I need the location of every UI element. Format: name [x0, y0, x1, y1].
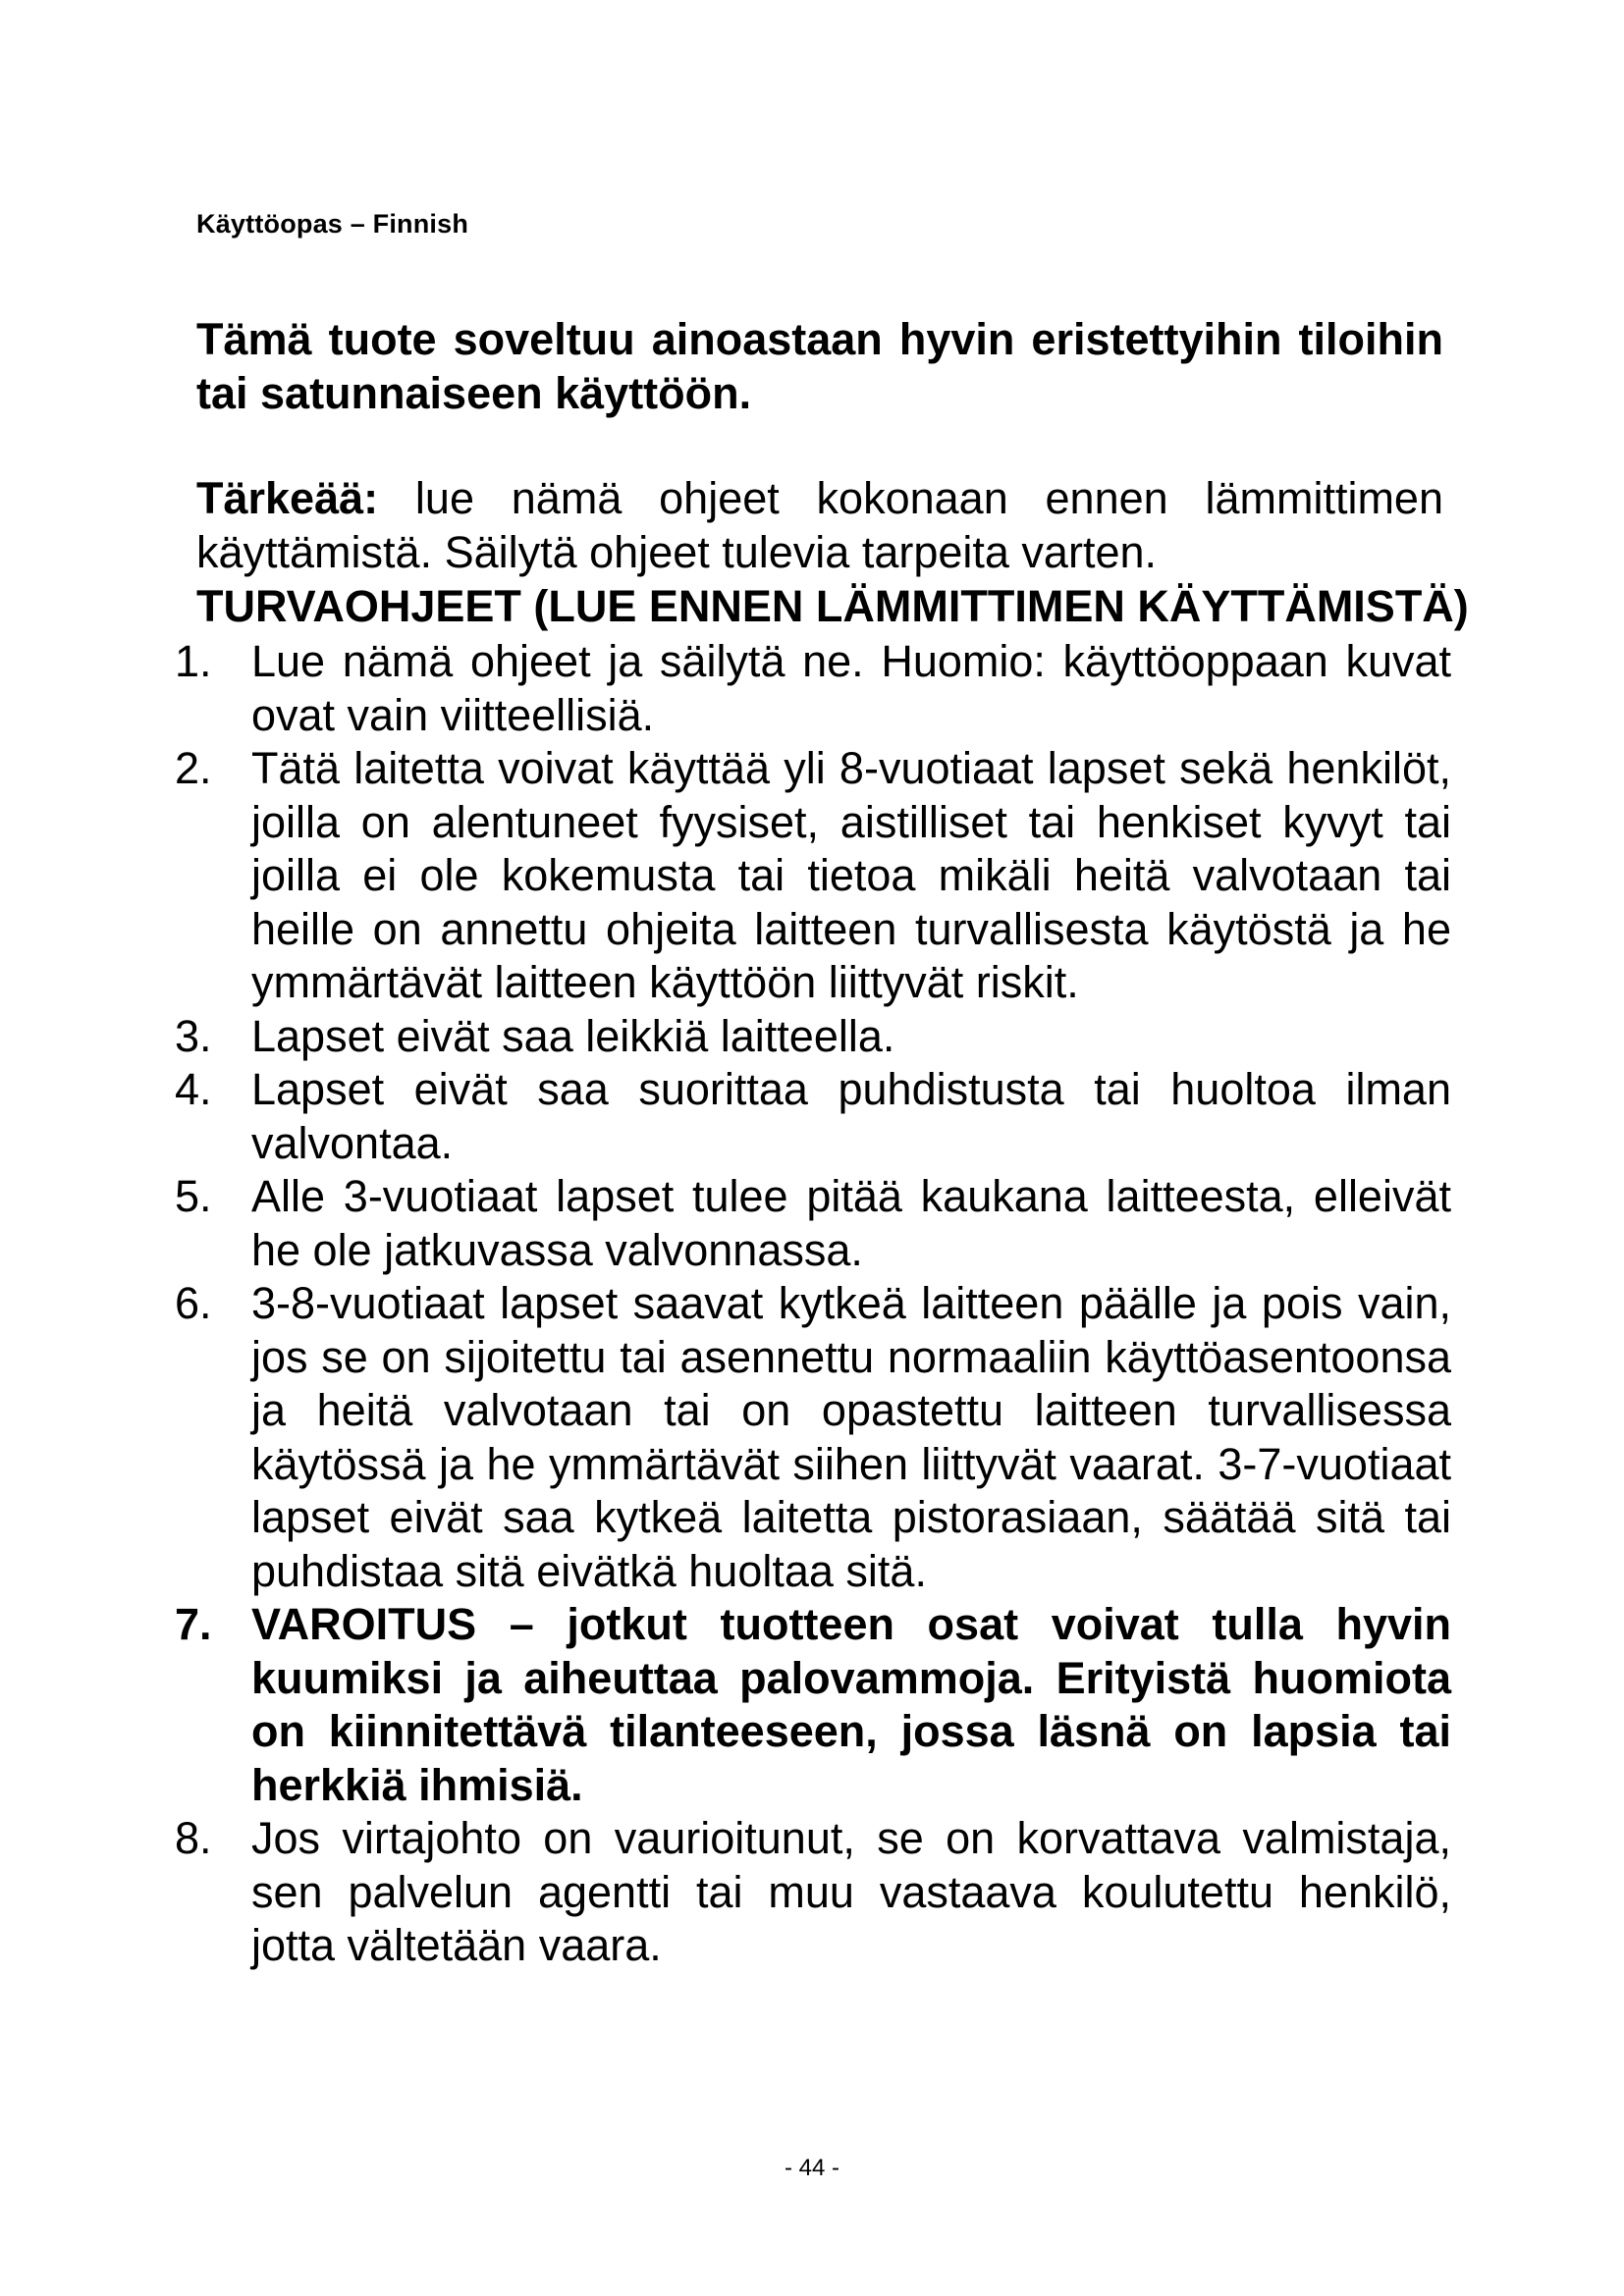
safety-instructions-title: TURVAOHJEET (LUE ENNEN LÄMMITTIMEN KÄYTTÄMISTÄ): [196, 581, 1469, 631]
safety-item-number: 2.: [175, 743, 212, 793]
safety-item-warning: [175, 1598, 1451, 1812]
safety-item: [175, 1812, 1451, 1973]
safety-item: [175, 1277, 1451, 1598]
safety-item-text: VAROITUS – jotkut tuotteen osat voivat tulla hyvin kuumiksi ja aiheuttaa palovammoja. Erityistä huomiota on kiinnitettävä tilanteeseen, jossa läsnä on lapsia tai herkkiä ihmisiä.: [251, 1599, 1451, 1810]
safety-item-text: Jos virtajohto on vaurioitunut, se on korvattava valmistaja, sen palvelun agentti tai muu vastaava koulutettu henkilö, jotta vältetään vaara.: [251, 1813, 1451, 1970]
safety-item: [175, 635, 1451, 742]
important-text: lue nämä ohjeet kokonaan ennen lämmittimen käyttämistä. Säilytä ohjeet tulevia tarpeita varten.: [196, 473, 1443, 577]
safety-item-text: Lapset eivät saa suorittaa puhdistusta tai huoltoa ilman valvontaa.: [251, 1064, 1451, 1168]
safety-item-text: 3-8-vuotiaat lapset saavat kytkeä laitteen päälle ja pois vain, jos se on sijoitettu tai asennettu normaaliin käyttöasentoonsa ja heitä valvotaan tai on opastettu laitteen turvallisessa käytössä ja he ymmärtävät siihen liittyvät vaarat. 3-7-vuotiaat lapset eivät saa kytkeä laitetta pistorasiaan, säätää sitä tai puhdistaa sitä eivätkä huoltaa sitä.: [251, 1278, 1451, 1596]
safety-item-number: 8.: [175, 1813, 212, 1863]
safety-item: [175, 1010, 1451, 1064]
safety-item-text: Lapset eivät saa leikkiä laitteella.: [251, 1010, 895, 1061]
important-label: Tärkeää:: [196, 473, 379, 523]
safety-item-number: 4.: [175, 1064, 212, 1114]
document-header: Käyttöopas – Finnish: [196, 209, 469, 239]
safety-instructions-list: [175, 635, 1451, 1973]
safety-item-text: Lue nämä ohjeet ja säilytä ne. Huomio: käyttöoppaan kuvat ovat vain viitteellisiä.: [251, 636, 1451, 740]
safety-item-number: 3.: [175, 1010, 212, 1061]
safety-item-text: Alle 3-vuotiaat lapset tulee pitää kaukana laitteesta, elleivät he ole jatkuvassa valvonnassa.: [251, 1171, 1451, 1275]
safety-item: [175, 1063, 1451, 1170]
safety-item-text: Tätä laitetta voivat käyttää yli 8-vuotiaat lapset sekä henkilöt, joilla on alentuneet fyysiset, aistilliset tai henkiset kyvyt tai joilla ei ole kokemusta tai tietoa mikäli heitä valvotaan tai heille on annettu ohjeita laitteen turvallisesta käytöstä ja he ymmärtävät laitteen käyttöön liittyvät riskit.: [251, 743, 1451, 1007]
safety-item-number: 1.: [175, 636, 212, 686]
intro-statement: Tämä tuote soveltuu ainoastaan hyvin eristettyihin tiloihin tai satunnaiseen käyttöön.: [196, 314, 1443, 418]
important-notice: [196, 471, 1443, 579]
safety-item: [175, 742, 1451, 1010]
safety-item: [175, 1170, 1451, 1277]
safety-item-number: 6.: [175, 1278, 212, 1328]
page-number: - 44 -: [784, 2155, 839, 2181]
safety-item-number: 5.: [175, 1171, 212, 1221]
safety-item-number: 7.: [175, 1599, 212, 1649]
